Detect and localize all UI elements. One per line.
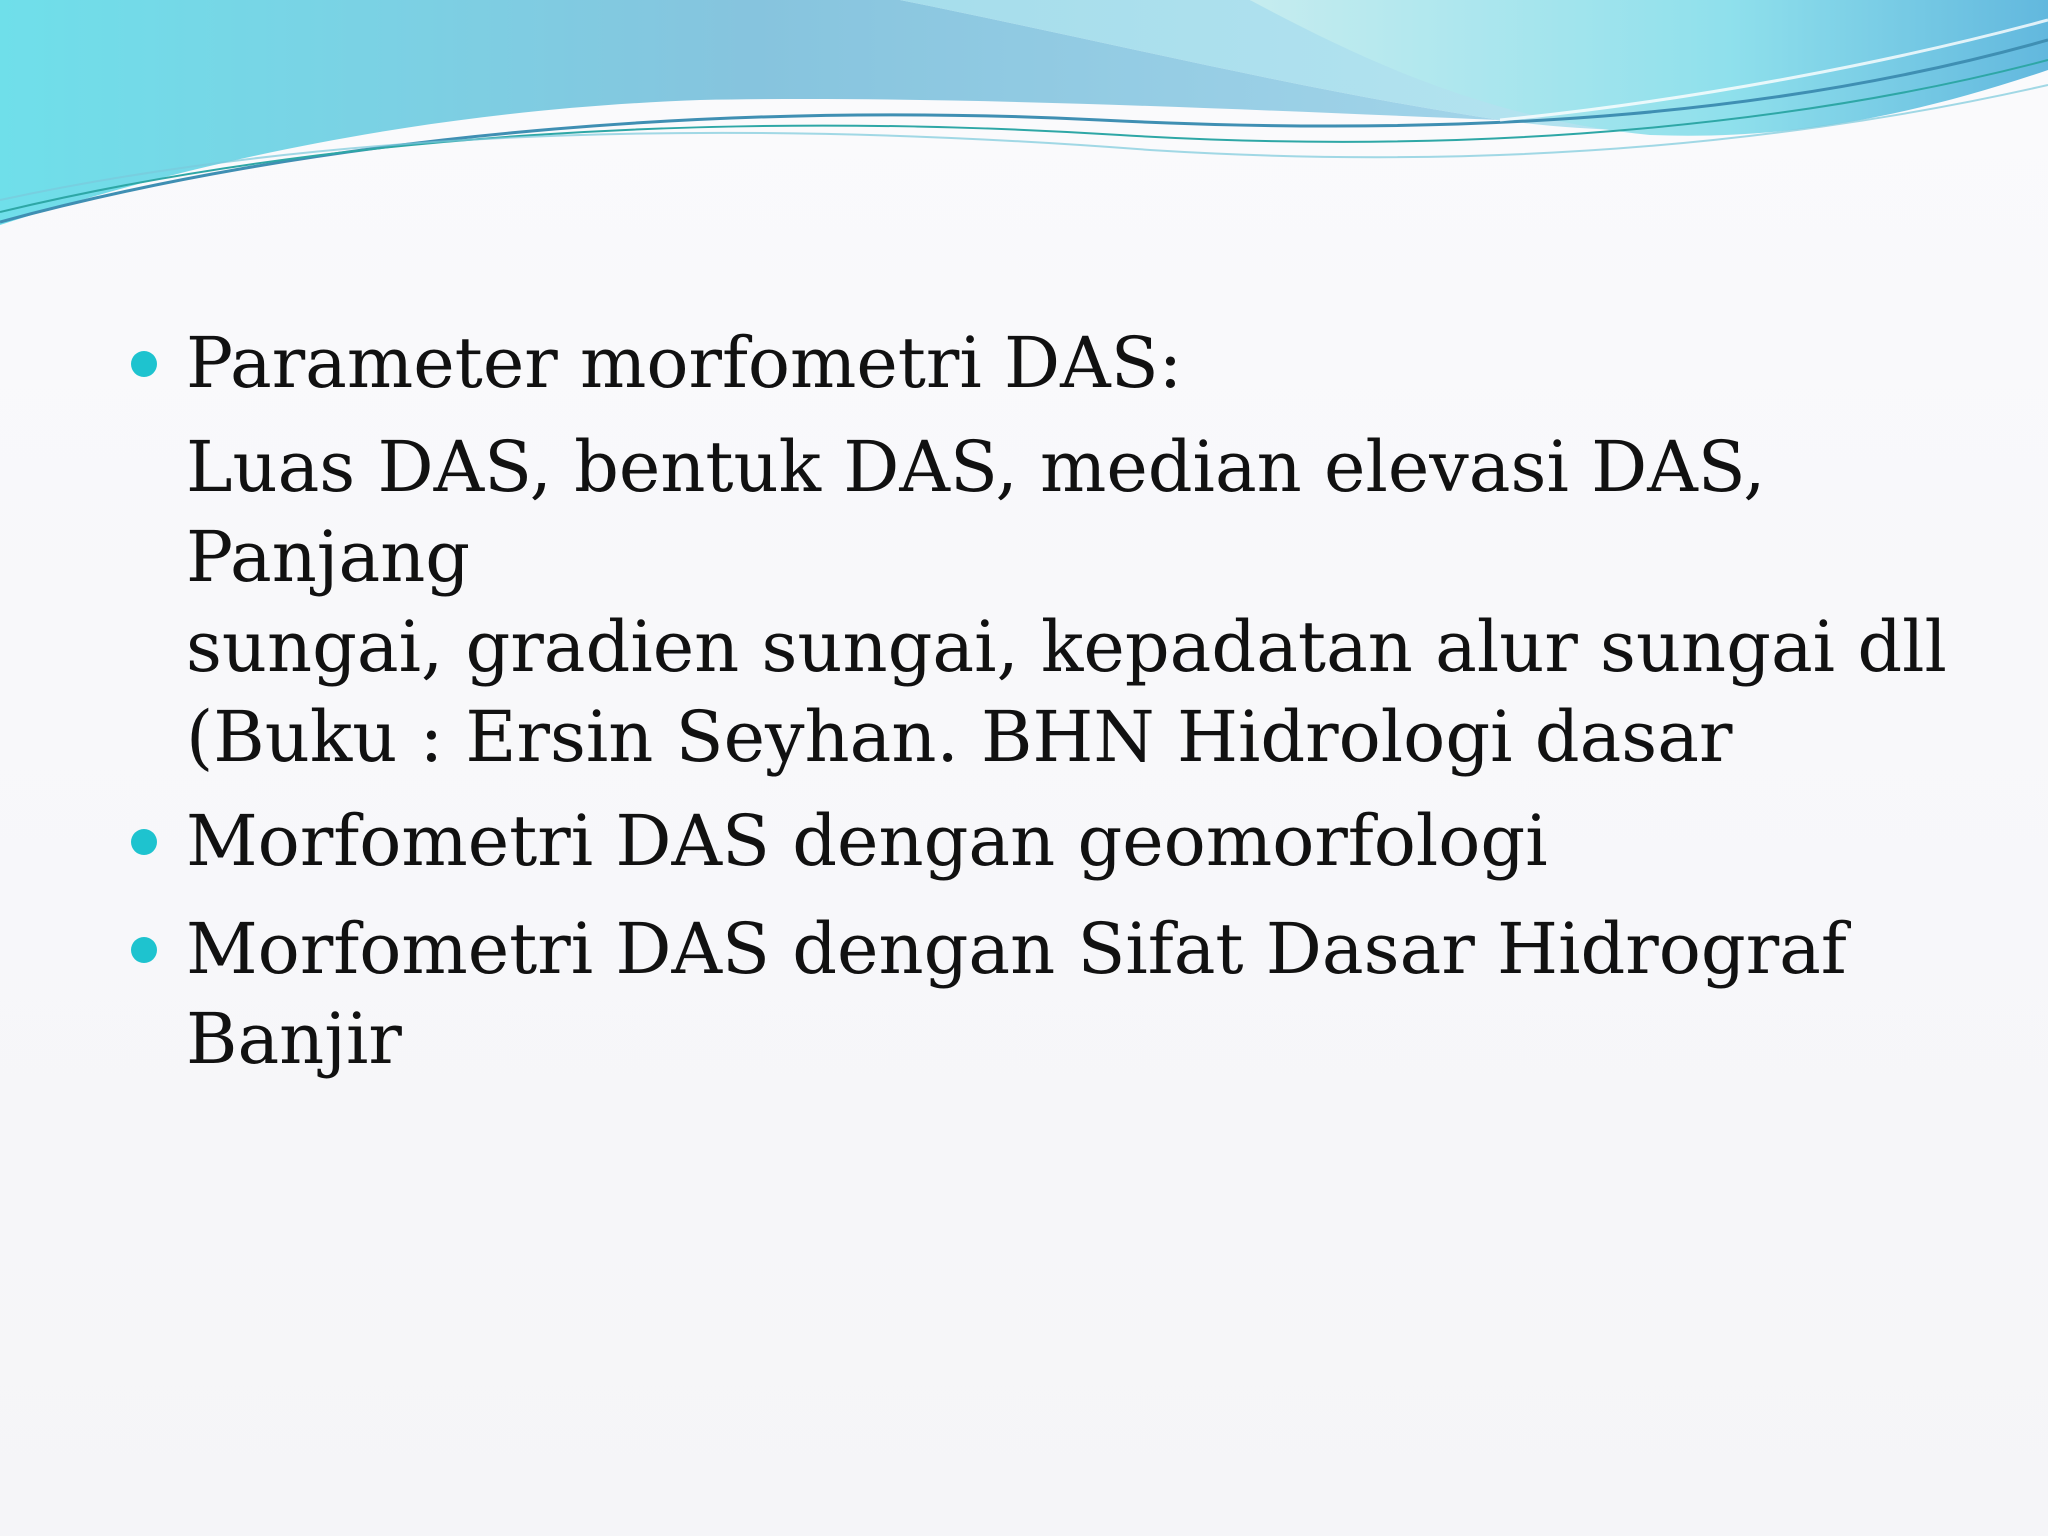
bullet-item [128,904,1948,1084]
bullet-text: Morfometri DAS dengan Sifat Dasar Hidrograf Banjir [186,908,1847,1080]
bullet-dot-icon [131,829,157,855]
bullet-dot-icon [131,351,157,377]
bullet-item [128,796,1948,886]
sub-line: Luas DAS, bentuk DAS, median elevasi DAS, Panjang [186,426,1766,598]
bullet-text: Parameter morfometri DAS: [186,322,1183,404]
bullet-list [128,318,1948,1084]
sub-line: (Buku : Ersin Seyhan. BHN Hidrologi dasar [186,696,1733,778]
bullet-sub-paragraph [128,422,1948,782]
sub-line: sungai, gradien sungai, kepadatan alur sungai dll [186,606,1947,688]
bullet-item [128,318,1948,408]
wave-header-decoration [0,0,2048,240]
bullet-text: Morfometri DAS dengan geomorfologi [186,800,1548,882]
bullet-dot-icon [131,937,157,963]
